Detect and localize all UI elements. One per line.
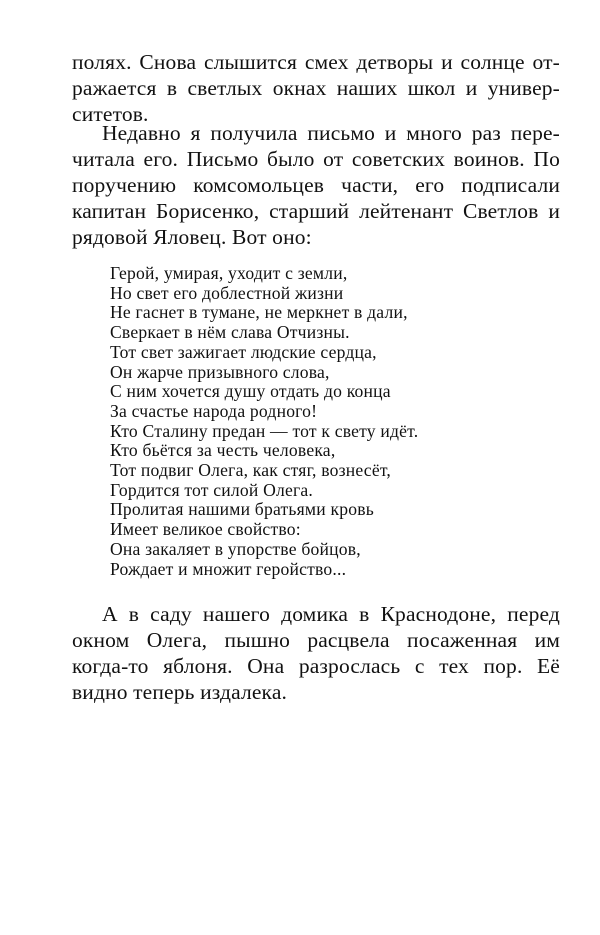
paragraph-3-line: когда-то яблоня. Она разрослась с тех пор. Её bbox=[72, 654, 560, 678]
paragraph-1 bbox=[72, 49, 560, 127]
poem-line: С ним хочется душу отдать до конца bbox=[110, 381, 391, 402]
paragraph-2-line: поручению комсомольцев части, его подписали bbox=[72, 173, 560, 197]
poem-line: Гордится тот силой Олега. bbox=[110, 479, 313, 500]
poem-line: Тот подвиг Олега, как стяг, вознесёт, bbox=[110, 460, 391, 481]
poem-line: Кто бьётся за честь человека, bbox=[110, 440, 336, 461]
poem-line: Не гаснет в тумане, не меркнет в дали, bbox=[110, 302, 408, 323]
paragraph-2-line: читала его. Письмо было от советских воинов. По bbox=[72, 147, 560, 171]
paragraph-2-line: Недавно я получила письмо и много раз пере- bbox=[102, 121, 560, 145]
poem-line: Пролитая нашими братьями кровь bbox=[110, 499, 374, 520]
paragraph-1-line: ситетов. bbox=[72, 102, 149, 126]
poem-line: Она закаляет в упорстве бойцов, bbox=[110, 538, 361, 559]
poem-line: Рождает и множит геройство... bbox=[110, 558, 347, 579]
paragraph-3 bbox=[72, 601, 560, 705]
poem-line: Кто Сталину предан — тот к свету идёт. bbox=[110, 420, 419, 441]
paragraph-1-line: полях. Снова слышится смех детворы и солнце от- bbox=[72, 50, 560, 74]
poem-line: Имеет великое свойство: bbox=[110, 519, 301, 540]
poem-line: Сверкает в нём слава Отчизны. bbox=[110, 322, 350, 343]
paragraph-1-line: ражается в светлых окнах наших школ и универ- bbox=[72, 76, 560, 100]
poem bbox=[110, 264, 418, 579]
poem-line: Но свет его доблестной жизни bbox=[110, 282, 344, 303]
paragraph-2-line: рядовой Яловец. Вот оно: bbox=[72, 225, 312, 249]
paragraph-2-line: капитан Борисенко, старший лейтенант Светлов и bbox=[72, 199, 560, 223]
poem-line: Тот свет зажигает людские сердца, bbox=[110, 341, 377, 362]
paragraph-3-line: видно теперь издалека. bbox=[72, 680, 288, 704]
poem-line: Он жарче призывного слова, bbox=[110, 361, 330, 382]
paragraph-3-line: А в саду нашего домика в Краснодоне, перед bbox=[102, 602, 560, 626]
poem-line: За счастье народа родного! bbox=[110, 400, 318, 421]
paragraph-2 bbox=[72, 120, 560, 250]
paragraph-3-line: окном Олега, пышно расцвела посаженная им bbox=[72, 628, 560, 652]
poem-line: Герой, умирая, уходит с земли, bbox=[110, 263, 348, 283]
